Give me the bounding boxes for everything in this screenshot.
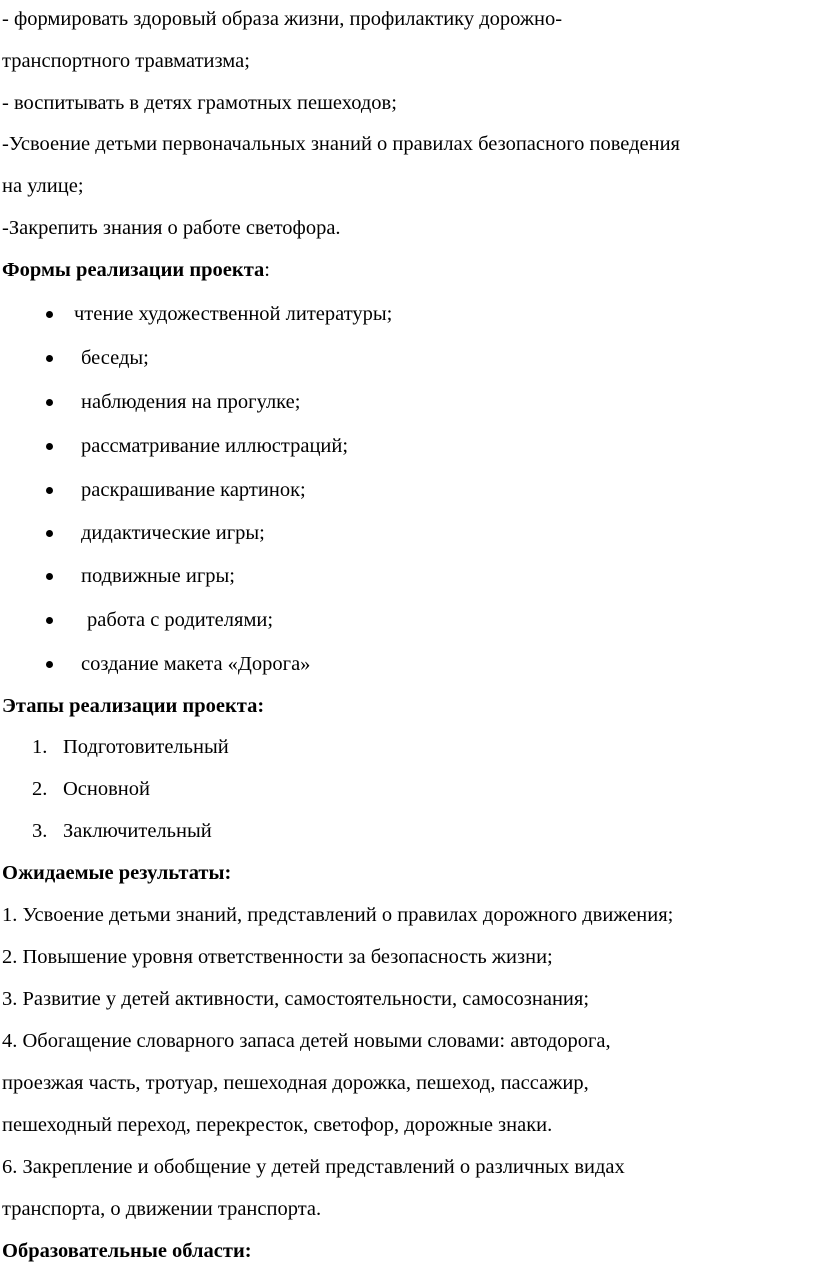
list-item-text: наблюдения на прогулке; bbox=[81, 391, 301, 413]
result-line-7: 6. Закрепление и обобщение у детей представлений о различных видах bbox=[2, 1156, 625, 1178]
list-item-text: чтение художественной литературы; bbox=[74, 303, 393, 325]
goal-line-5: на улице; bbox=[2, 175, 84, 197]
goal-line-1: - формировать здоровый образа жизни, профилактику дорожно- bbox=[2, 8, 563, 30]
list-item-text: Заключительный bbox=[63, 820, 212, 842]
list-item-text: работа с родителями; bbox=[87, 609, 274, 631]
bullet-icon bbox=[46, 617, 53, 624]
bullet-icon bbox=[46, 661, 53, 668]
bullet-icon bbox=[46, 311, 53, 318]
bullet-icon bbox=[46, 355, 53, 362]
result-line-5: проезжая часть, тротуар, пешеходная дорожка, пешеход, пассажир, bbox=[2, 1072, 589, 1094]
bullet-icon bbox=[46, 487, 53, 494]
list-item-text: Основной bbox=[63, 778, 150, 800]
results-heading: Ожидаемые результаты: bbox=[2, 862, 232, 884]
list-item-text: дидактические игры; bbox=[81, 522, 265, 544]
bullet-icon bbox=[46, 573, 53, 580]
goal-line-4: -Усвоение детьми первоначальных знаний о правилах безопасного поведения bbox=[2, 133, 680, 155]
areas-heading: Образовательные области: bbox=[2, 1240, 252, 1262]
bullet-icon bbox=[46, 530, 53, 537]
result-line-1: 1. Усвоение детьми знаний, представлений о правилах дорожного движения; bbox=[2, 904, 674, 926]
bullet-icon bbox=[46, 399, 53, 406]
forms-heading-colon: : bbox=[264, 259, 270, 281]
list-item-number: 2. bbox=[32, 778, 48, 800]
goal-line-6: -Закрепить знания о работе светофора. bbox=[2, 217, 341, 239]
result-line-6: пешеходный переход, перекресток, светофор, дорожные знаки. bbox=[2, 1114, 553, 1136]
goal-line-2: транспортного травматизма; bbox=[2, 50, 250, 72]
list-item-text: создание макета «Дорога» bbox=[81, 653, 311, 675]
list-item-number: 3. bbox=[32, 820, 48, 842]
list-item-text: беседы; bbox=[81, 347, 149, 369]
forms-heading bbox=[2, 258, 270, 282]
result-line-8: транспорта, о движении транспорта. bbox=[2, 1198, 322, 1220]
stages-heading: Этапы реализации проекта: bbox=[2, 695, 265, 717]
forms-heading-text: Формы реализации проекта bbox=[2, 259, 265, 281]
result-line-4: 4. Обогащение словарного запаса детей новыми словами: автодорога, bbox=[2, 1030, 611, 1052]
list-item-text: рассматривание иллюстраций; bbox=[81, 435, 349, 457]
result-line-3: 3. Развитие у детей активности, самостоятельности, самосознания; bbox=[2, 988, 590, 1010]
result-line-2: 2. Повышение уровня ответственности за безопасность жизни; bbox=[2, 946, 553, 968]
list-item-number: 1. bbox=[32, 736, 48, 758]
goal-line-3: - воспитывать в детях грамотных пешеходов; bbox=[2, 92, 397, 114]
list-item-text: подвижные игры; bbox=[81, 565, 235, 587]
list-item-text: раскрашивание картинок; bbox=[81, 479, 306, 501]
bullet-icon bbox=[46, 443, 53, 450]
list-item-text: Подготовительный bbox=[63, 736, 229, 758]
